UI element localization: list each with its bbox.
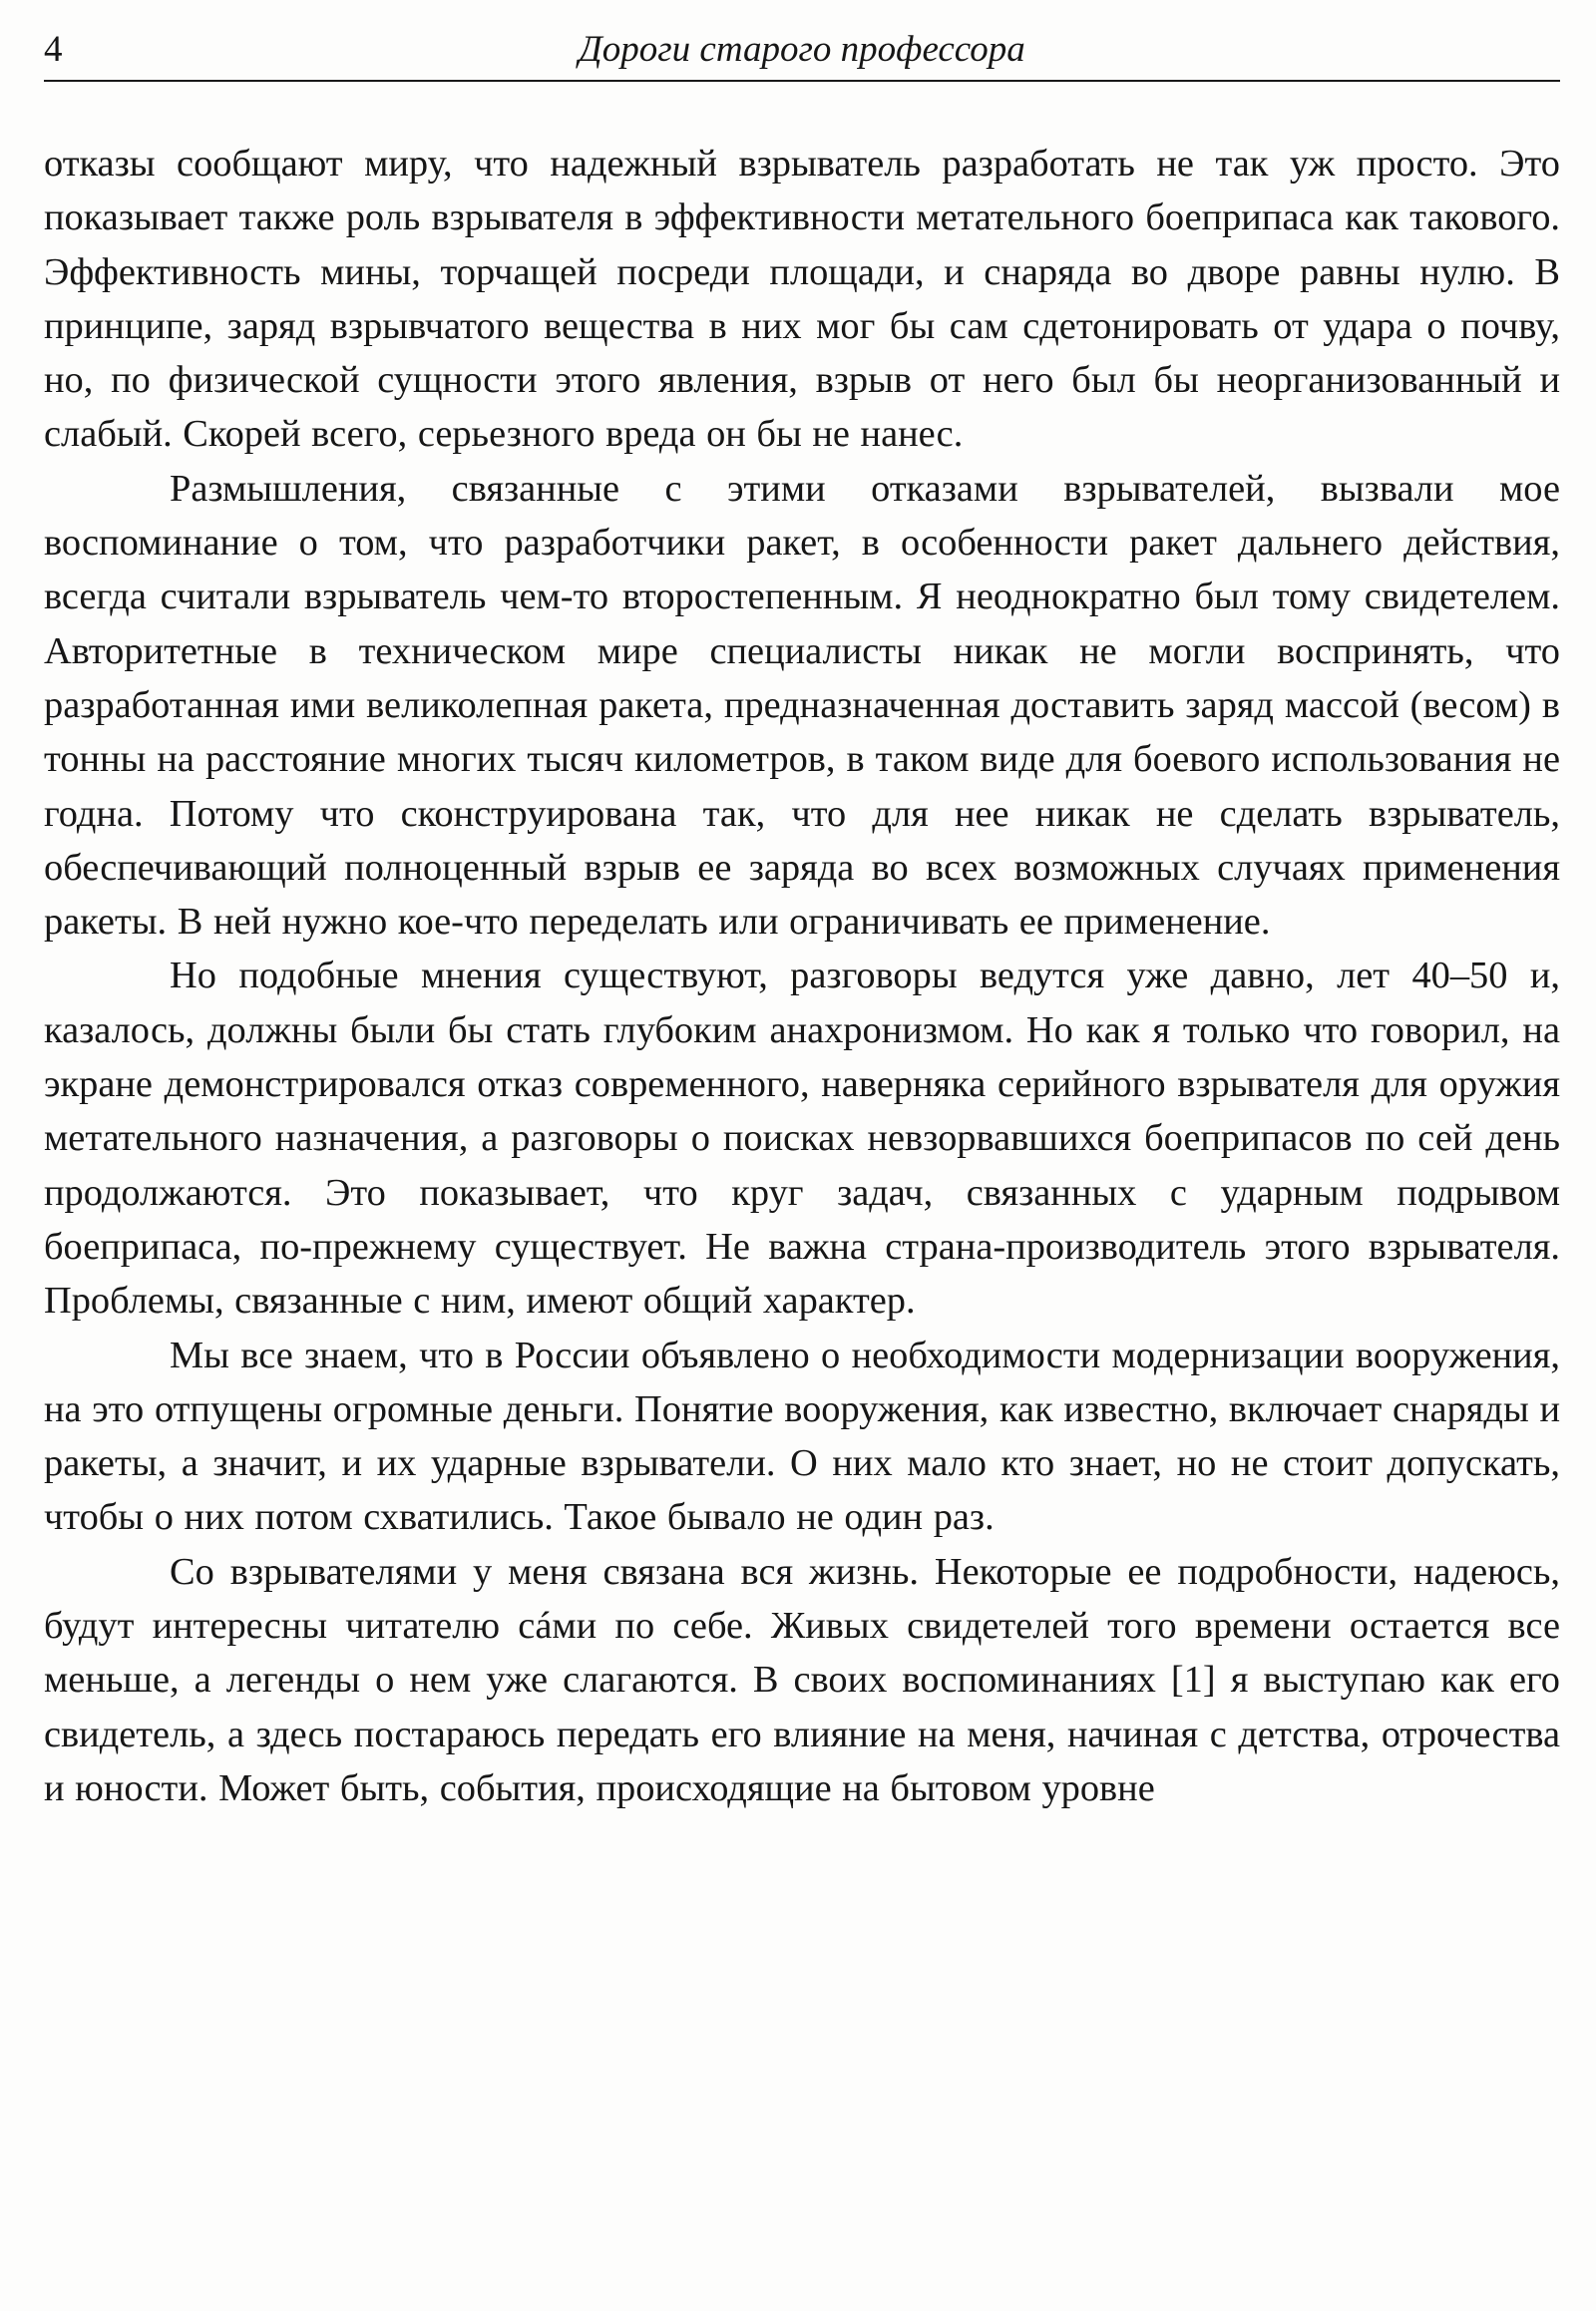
paragraph: Размышления, связанные с этими отказами взрывателей, вызвали мое воспоминание о том, что разработчики ракет, в особенности ракет дальнего действия, всегда считали взрыватель чем-то второстепенным. Я неоднократно был тому свидетелем. Авторитетные в техническом мире специалисты никак не могли воспринять, что разработанная ими великолепная ракета, предназначенная доставить заряд массой (весом) в тонны на расстояние многих тысяч километров, в таком виде для боевого использования не годна. Потому что сконструирована так, что для нее никак не сделать взрыватель, обеспечивающий полноценный взрыв ее заряда во всех возможных случаях применения ракеты. В ней нужно кое-что переделать или ограничивать ее применение. (44, 467, 1560, 944)
running-head (44, 22, 1560, 82)
body-text (44, 137, 1560, 1815)
page-number: 4 (44, 29, 63, 70)
paragraph: Но подобные мнения существуют, разговоры ведутся уже давно, лет 40–50 и, казалось, должны были бы стать глубоким анахронизмом. Но как я только что говорил, на экране демонстрировался отказ современного, наверняка серийного взрывателя для оружия метательного назначения, а разговоры о поисках невзорвавшихся боеприпасов по сей день продолжаются. Это показывает, что круг задач, связанных с ударным подрывом боеприпаса, по-прежнему существует. Не важна страна-производитель этого взрывателя. Проблемы, связанные с ним, имеют общий характер. (44, 955, 1560, 1323)
paragraph: Мы все знаем, что в России объявлено о необходимости модернизации вооружения, на это отпущены огромные деньги. Понятие вооружения, как известно, включает снаряды и ракеты, а значит, и их ударные взрыватели. О них мало кто знает, но не стоит допускать, чтобы о них потом схватились. Такое бывало не один раз. (44, 1334, 1560, 1539)
paragraph: отказы сообщают миру, что надежный взрыватель разработать не так уж просто. Это показывает также роль взрывателя в эффективности метательного боеприпаса как такового. Эффективность мины, торчащей посреди площади, и снаряда во дворе равны нулю. В принципе, заряд взрывчатого вещества в них мог бы сам сдетонировать от удара о почву, но, по физической сущности этого явления, взрыв от него был бы неорганизованный и слабый. Скорей всего, серьезного вреда он бы не нанес. (44, 143, 1560, 456)
running-title: Дороги старого профессора (579, 29, 1025, 70)
paragraph: Со взрывателями у меня связана вся жизнь. Некоторые ее подробности, надеюсь, будут интересны читателю сáми по себе. Живых свидетелей того времени остается все меньше, а легенды о нем уже слагаются. В своих воспоминаниях [1] я выступаю как его свидетель, а здесь постараюсь передать его влияние на меня, начиная с детства, отрочества и юности. Может быть, события, происходящие на бытовом уровне (44, 1550, 1560, 1809)
